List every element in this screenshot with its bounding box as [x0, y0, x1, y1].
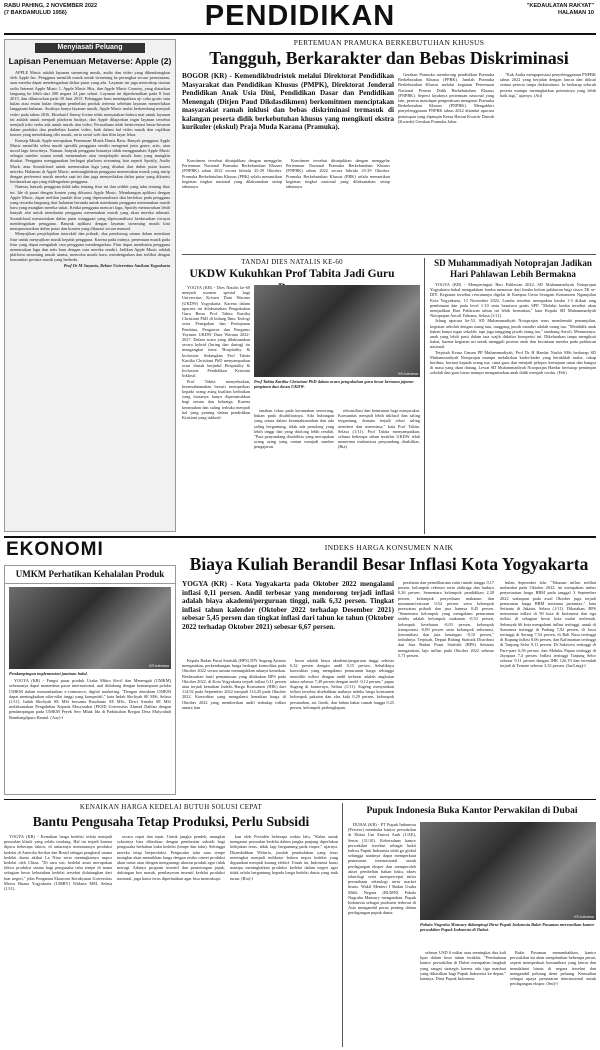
article-paragraph: sebesar USD 6 miliar atau meningkat dua kali lipat dalam lima tahun terakhir. "Pembukaan kantor perwakilan di Dubai merupakan langkah yang sangat strategis karena ada tiga manfaat yang dihasilkan bagi Pupuk Indonesia ke depan," katanya. Dirut Pupuk Indonesia: [420, 950, 506, 982]
ukdw-col3: [338, 408, 420, 533]
article-paragraph: peralatan dan pemeliharaan rutin rumah tangga 0,17 persen, kelompok rekreasi serta olahraga dan budaya 0,26 persen. Sementara kelompok pendidikan 2,28 persen, kelompok penyediaan makanan dan minuman/restoran 0,54 persen serta kelompok perawatan pribadi dan jasa lainnya 0,45 persen. "Sementara kelompok yang mengalami penurunan indeks adalah kelompok makanan -0,53 persen, kelompok kesehatan -0,03 persen, kelompok transportasi -0,89 persen serta kelompok informasi, komunikasi dan jasa keuangan -0,10 persen," imbuhnya. Terpisah, Deputi Bidang Statistik Distribusi dan Jasa Badan Pusat Statistik (BPS) Setianto mengatakan, laju inflasi pada Oktober 2022 sebesar 5,71 persen.: [398, 580, 494, 658]
column-divider: [424, 258, 425, 534]
edition-date: [4, 3, 97, 17]
opinion-title: Lapisan Penemuan Metaverse: Apple (2): [8, 56, 172, 66]
pramuka-lead: BOGOR (KR) - Kemendikbudristek melalui Direktorat Pendidikan Masyarakat dan Pendidikan Khusus (PMPK), Direktorat Jenderal Pendidikan Anak Usia Dini, Pendidikan Dasar dan Pendidikan Menengah (Ditjen Paud Dikdasdikmen) berkomitmen menciptakan masyarakat ramah inklusi dan bebas diskriminasi termasuk di kalangan peserta didik berkebutuhan khusus yang mengikuti ekstra kurikuler (ekskul) Praja Muda Karana (Pramuka).: [182, 72, 394, 131]
subsidi-col1: [4, 834, 112, 1046]
article-paragraph: bulan September lalu. "Tekanan inflasi terlihat melambat pada Oktober 2022, ini merupakan imbas penyesuaian harga BBM pada tanggal 3 September 2022 walaupun pada awal Oktober juga terjadi penurunan harga BBM terutama pertamax," kata Setianto di Jakarta, Selasa (1/11). Dikatakan, BPS memantau inflasi di 90 kota di Indonesia dan tiga inflasi di sebagian besar kota mulai melemah. Sebanyak 66 kota mengalami inflasi tertinggi, untuk di Sumatera tertinggi di Padang 7,92 persen, di Jawa tertinggi di Serang 7,54 persen, di Bali Nusa tertinggi di Kupang inflasi 8,06 persen, dan Kalimantan tertinggi di Tanjung Selor 9,11 persen. Di Sulawesi tertinggi di Pare-pare 6,56 persen, dan Maluku Papua tertinggi di Jayapura 7,4 persen. Inflasi tertinggi Tanjung Selor sebesar 9,11 persen dengan IHK 120,19 dan terendah terjadi di Ternate sebesar 3,32 persen. (Ira/Lmg)-f: [500, 580, 596, 669]
article-paragraph: DUBAI (KR) - PT Pupuk Indonesia (Persero) membuka kantor perwakilan di Dubai Uni Emirat Arab (UAE), Senin (31/10). Keberadaan kantor perwakilan tersebut sebagai bukti bahwa Pupuk Indonesia telah go global sehingga nantinya dapat memperkuat pemasaran internasional untuk perdagangan ekspor dan memperoleh akses pembelian bahan baku, akses teknologi serta mempercepat mitra perusahaan teknologi serta market bisnis. Wakil Menteri I Badan Usaha Milik Negara (BUMN) Pahala Nugraha Mansury mengatakan, Pupuk Indonesia sebagai produsen terbesar di Asia mengambil peran penting dalam perdagangan pupuk dunia.: [348, 822, 416, 916]
umkm-photo: [9, 587, 171, 669]
pupuk-headline: Pupuk Indonesia Buka Kantor Perwakilan di Dubai: [366, 806, 578, 816]
inflasi-headline: Biaya Kuliah Berandil Besar Inflasi Kota Yogyakarta: [189, 554, 589, 574]
umkm-photo-caption: Pendampingan implementasi jaminan halal.: [9, 671, 88, 676]
pramuka-col3: [500, 72, 596, 250]
umkm-body: [5, 678, 175, 720]
pupuk-col3: [510, 950, 596, 1046]
header-rule: [4, 33, 596, 35]
ukdw-col2: [254, 408, 334, 533]
article-paragraph: YOGYA (KR) - Dies Natalis ke-60 menjadi momen spesial bagi Universitas Kristen Duta Wacana (UKDW) Yogyakarta. Karena dalam upacara ini dilaksanakan Pengukuhan Guru Besar Prof Tabita Kartika Christiani PhD di bidang Ilmu Teologi serta Penegakan dan Peninjauan Pembina, Pengawas dan Pengurus Yayasan UKDW Duta Wacana 2022-2027. Dalam acara yang dilaksanakan secara hybrid (luring dan daring) itu mengangkat tema 'Hospitality & Inclusion: Sedangkan Prof Tabita Kartika Christiani PhD menyampaikan orasi ilmiah berjudul Hospitality & Inclusion: Pendidikan Kristiani Inklusif.: [182, 285, 250, 379]
inflasi-col1: [182, 658, 286, 796]
opinion-paragraph: APPLE Music adalah layanan streaming musik, audio dan video yang dikembangkan oleh Apple Inc. Pengguna memilih musik untuk streaming ke perangkat secara permintaan, atau mereka dapat mendengarkan daftar putar yang ada. Layanan ini juga mencakup stasiun radio Internet Apple Music 1, Apple Music Hits, dan Apple Music Country, yang disiarkan langsung ke lebih dari 200 negara 24 jam sehari. Layanan ini diperkenalkan pada 8 Juni 2015, dan diluncurkan pada 30 Juni 2015. Pelanggan baru mendapatkan uji coba gratis satu bulan atau enam bulan dengan pembelian produk tertentu sebelum layanan memerlukan langganan bulanan. Awalnya hanya layanan musik, Apple Music mulai berkembang menjadi video pada tahun 2016. Eksekutif Jimmy Iovine telah menyatakan bahwa niat untuk layanan ini adalah untuk menjadi platform budaya, dan Apple dilaporkan ingin layanan tersebut menjadi toko serba ada untuk musik dan video. Perusahaan telah berinvestasi besar-besaran dalam produksi dan pembelian konten video, baik dalam hal video musik dan cuplikan konser yang mendukung rilis musik, serta serial web dan film layar lebar.: [10, 70, 170, 138]
opinion-author: Prof Dr M Suyanto, Rektor Universitas Amikom Yogyakarta: [63, 262, 170, 268]
article-paragraph: Jelang upacara ke-53, SD Muhammadiyah Notoprajan terus membenahi penampilan, kegiatan sekolah dengan ruang tata, tanggung jawab mandiri adalah orang tua. "Mendidik anak bukan hanya tugas sekolah, tapi juga tanggung jawab orang tua," sambung Aerofi. Menurutnya, anak yang lebih pasti dalam tata wajib didaftar kompetisi ini. Dikeluarkan tanpa mengikuti bakat, karena kegiatan ini untuk menggali potensi anak dan kecintaan mereka pada pahlawan nasional.: [430, 318, 596, 350]
opinion-body: [5, 67, 175, 268]
opinion-label: Menyiasati Peluang: [35, 43, 145, 53]
photo-credit: KR-Istimewa: [574, 915, 594, 919]
divider: [182, 254, 596, 255]
article-paragraph: YOGYA (KR) - Kenaikan harga kedelai selalu menjadi persoalan klasik yang selalu terulang. Hal itu terjadi karena dipicu beberapa faktor, di antaranya menurunnya produksi kedelai di Amerika Serikat dan Brasil sebagai penghasil utama kedelai dunia akibat La Nina serta meningkatnya impor kedelai oleh China. "Di satu sisi, kedelai amat merupakan faktor produksi utama bagi pengusaha tahu tempe di mana sebagian besar kebutuhan kedelai tersebut didatangkan dari luar negeri," jelas Pengamat Ekonomi Kerakyatan Universitas Mercu Buana Yogyakarta (UMBY) Widarta MM, Selasa (1/11).: [4, 834, 112, 892]
pramuka-kicker: PERTEMUAN PRAMUKA BERKEBUTUHAN KHUSUS: [293, 38, 485, 47]
ukdw-photo-caption: Prof Tabita Kartika Christiani PhD dalam acara pengukuhan guru besar bersama jajaran pimpinan dan dosen UKDW.: [254, 379, 414, 390]
column-divider: [342, 803, 343, 1047]
pramuka-col2: [398, 72, 494, 250]
opinion-paragraph: Menyajikan penjelajahan interaktif dan pribadi, dua pendorong utama dalam membuat fitur untuk menyajikan musik kepada pengguna. Karena pada intinya, penemuan musik pada fitur yang dapat mengubah cara pengguna mendengarkan. Fitur dapat membantu pengguna menemukan lagu dan artis baru dengan cara mereka sendiri. Jadikan Apple Music adalah platform streaming musik utama, mencoba musik baru, mendengarkan dan terlibat dengan komunitas pecinta musik yang berbeda.: [10, 231, 170, 263]
opinion-box: [4, 39, 176, 532]
article-paragraph: Terpisah Ketua Umum PP Muhammadiyah, Prof Dr H Haedar Nashir MSi berharap SD Muhammadiyah Notoprajan mampu melahirkan kader-kader yang berakhlak mulia, cakap berilmu, hormat kepada orang tua, cinta guru dan menjadi pelopor kemajuan umat dan bangsa di masa yang akan datang. Lewat SD Muhammadiyah Notoprajan Haedar berharap pemimpin sekolah dan guru harus mampu mengantarkan anak didik menjadi cerdas. (Feb): [430, 349, 596, 376]
section-masthead: PENDIDIKAN: [204, 0, 396, 32]
article-paragraph: Bakir Pasaman menambahkan, kantor perwakilan ini akan menjalankan beberapa peran, seperti memperkuat komunikasi yang lancar dan mendalami bisnis di negara tersebut dan mengambil peluang demi peluang. Kemudian sebagai upaya pemasaran internasional untuk perdagangan ekspor. (Sni)-f: [510, 950, 596, 987]
subsidi-headline: Bantu Pengusaha Tetap Produksi, Perlu Subsidi: [32, 814, 310, 829]
article-paragraph: kan oleh Presiden beberapa waktu lalu. "Kalau untuk mengatasi persoalan kedelai dalam jangka panjang diperlukan kebijakan terus, tidak lagi bergantung pada impor," ujarnya. Ditambahkan Widarta, jumlah pendudukan yang terus meningkat menjadi indikator bahwa impor kedelai yang digunakan menjadi kurang efektif. Untuk itu, Indonesia harus mampu meningkatkan produksi kedelai dalam negeri agar tidak selalu bergantung kepada harga kedelai dunia yang naik turun. (Ria)-f: [230, 834, 338, 881]
pramuka-col1b: [286, 158, 390, 250]
ukdw-headline: UKDW Kukuhkan Prof Tabita Jadi Guru: [189, 268, 395, 280]
article-paragraph: secara cepat dan tepat. Untuk jangka pendek, mungkin solusinya bisa diberikan dengan pemberian subsidi bagi pengusaha berbahan baku kedelai (tempe dan tahu). Sehingga mereka tetap berproduksi. Pengusaha tahu atau tempe mungkin akan menaikkan harga dengan resiko omset produksi akan turun atau dengan mengurangi ukuran produk agar tidak merugi. Adanya program insentif dan pemotongan pajak, dukungan bea masuk, pembayaran insentif kedelai produksi nasional, juga harus terus diperhatikan agar bisa mencukupi.: [117, 834, 225, 881]
inflasi-lead: YOGYA (KR) - Kota Yogyakarta pada Oktober 2022 mengalami inflasi 0,11 persen. Andil terbesar yang mendorong terjadi inflasi adalah biaya akademi/perguruan tinggi, naik 6,32 persen. Tingkat inflasi tahun kalender (Oktober 2022 terhadap Desember 2021) sebesar 5,45 persen dan tingkat inflasi dari tahun ke tahun (Oktober 2022 terhadap Oktober 2021) sebesar 6,67 persen.: [182, 580, 394, 631]
page-number: HALAMAN 10: [557, 10, 594, 16]
ukdw-col1: [182, 285, 250, 533]
subsidi-col2: [117, 834, 225, 1046]
pupuk-col2: [420, 950, 506, 1046]
javanese-date-line: (7 BAKDAMULUD 1956): [4, 10, 67, 16]
article-paragraph: Gerakan Pramuka mendorong pendidikan Pramuka Berkebutuhan Khusus (PPBK). Jumlah Pramuka Berkebutuhan Khusus melalui kegiatan Pertemuan Nasional Peserta Didik Berkebutuhan Khusus (PNPBK). Seperti layaknya pertemuan nasional yang lain, peserta mendapat pengetahuan mengenai Pramuka Berkebutuhan Khusus (PNPBK). Mengakhiri penyelenggaraan PNPBK tahun 2022 ditandai upacara penutupan yang dipimpin Ketua Harian Kwartir Daerah (Kwarda) Gerakan Pramuka Jabar.: [398, 72, 494, 124]
article-paragraph: besar adalah biaya akademi/perguruan tinggi sebesar 6,32 persen dengan andil 0,15 persen. Sebaliknya komoditas yang mengalami penurunan harga sehingga memiliki inflasi dengan andil terbesar adalah angkutan udara sebesar 7,49 persen dengan andil -0,12 persen," papar Sugeng di kantornya, Selasa (1/11). Sugeng menyatakan inflasi tersebut disebabkan naiknya indeks harga konsumen kelompok pakaian dan alas kaki 0,29 persen, kelompok perumahan, air, listrik, dan bahan bakar rumah tangga 0,25 persen, kelompok perlengkapan,: [290, 658, 394, 710]
ukdw-kicker: TANDAI DIES NATALIS KE-60: [241, 258, 343, 266]
sd-headline: SD Muhammadiyah Notoprajan Jadikan Hari Pahlawan Lebih Bermakna: [434, 258, 592, 279]
pupuk-col1: [348, 822, 416, 1046]
pupuk-photo: [420, 822, 596, 920]
sd-body: [430, 282, 596, 534]
date-line: RABU PAHING, 2 NOVEMBER 2022: [4, 3, 98, 9]
pramuka-headline: Tangguh, Berkarakter dan Bebas Diskriminasi: [209, 48, 569, 68]
umkm-headline: UMKM Perhatikan Kehalalan Produk: [5, 566, 175, 584]
article-paragraph: tanahan fokus pada keramahan seseorang, bukan pada disabilitasnya. Ada hubungan yang setara dalam keramahtamahan dan ada saling bergantung, tidak ada penolong yang lebih tinggi dan yang ditolong lebih rendah. "Para penyandang disabilitas yang merupakan orang asing yang rentan menjadi sumber pengajaran.: [254, 408, 334, 450]
inflasi-col3: [398, 580, 494, 796]
opinion-paragraph: Konsep Musik Apple merupakan Penemuan Musik Dunia Baru. Banyak pengguna Apple Music memiliki selera musik spesifik pengguna sendiri mengenai jenis genre, artis, atau mood lagu favoritnya. Namun, banyak pengguna biasanya tidak menggunakan Apple Music sebagai sumber utama untuk menemukan atau menjelajahi musik baru yang mungkin disukai. Pengguna menggunakan berbagai platform streaming lain seperti Spotify, Audio Mack, atau Soundcloud untuk menemukan lagu yang disukai dari daftar putar kurasi mereka. Halaman di Apple Music, memungkinkan pengguna menemukan musik yang mirip dengan preferensi musik mereka saat ini dan juga menyediakan daftar putar yang dikurasi berdasarkan apa yang didengarkan pengguna.: [10, 137, 170, 185]
photo-credit: KR-Istimewa: [398, 372, 418, 376]
ukdw-photo: [254, 285, 420, 377]
article-paragraph: Prof Tabita menyebutkan, keramahtamahan berarti memperluas kepada orang asing kualitas keibaikan yang biasanya hanya diperuntukkan bagi teman dan keluarga. Karena keramahan dan saling terbuka menjadi hal yang penting dalam pendidikan Kristiani yang inklusif.: [182, 378, 250, 421]
article-paragraph: "Kak Atalia mengapresiasi penyelenggaraan PNPBK tahun 2022 yang berjalan dengan lancar dan diikuti semua peserta tanpa diskriminasi. Ia berharap seluruh peserta mampu meningkatkan potensinya yang lebih baik lagi," ujarnya. (Ati): [500, 72, 596, 98]
article-paragraph: YOGYA (KR) - Memperingati Hari Pahlawan 2022, SD Muhammadiyah Notoprajan Yogyakarta bakal mengadakan lomba menawar dari lomba kolom pahlawan bagi siswa TK se-DIY. Kegiatan tersebut rencananya digelar di Kampus Umia Seragam Kemantren Ngampilan Kota Yogyakarta, 13 November 2022. Lomba tersebut merupakan lomba 1-3 diikuti tang pembinaan dan pada level 1-10 serta beasiswa gratis SPP. "Melalui lomba tersebut akan menjadikan Hari Pahlawan tahun ini lebih bermakna," kata Kepala SD Muhammadiyah Notoprajan Aerofi Yahoma, Selasa (1/11).: [430, 282, 596, 319]
inflasi-kicker: INDEKS HARGA KONSUMEN NAIK: [324, 543, 454, 552]
subsidi-kicker: KENAIKAN HARGA KEDELAI BUTUH SOLUSI CEPAT: [79, 803, 263, 811]
pupuk-photo-caption: Pahala Nugraha Mansury didampingi Dirut Pupuk Indonesia Bakir Pasaman meresmikan kantor perwakilan Pupuk Indonesia di Dubai.: [420, 922, 595, 933]
pramuka-col1: [182, 158, 282, 250]
page-info: [527, 3, 594, 17]
umkm-box: [4, 565, 176, 795]
article-paragraph: YOGYA (KR) - Fungsi pasar produk Usaha Mikro Kecil dan Menengah (UMKM) sebenarnya dapat menembus pasar internasional, asal didukung dengan kemampuan pelaku UMKM dalam memanfaatkan e-commerce, digital marketing. "Dengan demikian UMKM dapat meningkatkan nilai-nilai tinggi yang kompetitif," kata Indah Shofiyah SE MSi, Selasa (1/11). Indah Shofiyah SE MSi bersama Rusdianto SE MSc, Dewi Amalia SE MSi melaksanakan Pengabdian Kepada Masyarakat (PKM) Universitas Ahmad Dahlan dengan pendampingan pada UMKM Peyek Serr Mbak Ida di Padukuhan Bregan Desa Mulyodadi Bambanglipuro Bantul. (Aay)-f: [9, 678, 171, 720]
subsidi-col3: [230, 834, 338, 1046]
ekonomi-section-title: EKONOMI: [6, 539, 104, 560]
photo-credit: KR-Istimewa: [149, 664, 169, 668]
paper-name: "KEDAULATAN RAKYAT": [526, 3, 594, 9]
inflasi-col4: [500, 580, 596, 796]
opinion-paragraph: Namun, banyak pengguna tidak tahu tentang fitur ini dan sedikit yang tahu tentang fitur ini. Ide di pusat dengan konten yang dikurasi Apple Music. Membangun aplikasi dengan Apple Music, dapat melihat jumlah fitur yang dipersonalisasi dan berfokus pada pengguna yang tersedia langsung dari halaman beranda untuk membantu pengguna menemukan musik baru yang mungkin mereka sukai. Ketika pengguna mencari lagu, Spotify menawarkan lebih banyak alat untuk membantu pengguna menemukan musik yang akan mereka nikmati. Soundcloud menawarkan daftar putar mingguan yang dipersonalisasi berdasarkan riwayat mendengarkan pengguna. Banyak aplikasi dengan layanan streaming musik kini mempromosikan daftar putar dan konten yang dikurasi secara manual.: [10, 184, 170, 232]
article-paragraph: Komitmen tersebut ditunjukkan dengan menggelar Pertemuan Nasional Pramuka Berkebutuhan Khusus (PNPBK) tahun 2022 secara hibrida 25-29 Oktober. Pramuka Berkebutuhan Khusus (PBK) selalu menantikan kegiatan tingkat nasional yang dilaksanakan setiap tahunnya.: [286, 158, 390, 190]
article-paragraph: Komitmen tersebut ditunjukkan dengan menggelar Pertemuan Nasional Pramuka Berkebutuhan Khusus (PNPBK) tahun 2022 secara hibrida 25-29 Oktober. Pramuka Berkebutuhan Khusus (PBK) selalu menantikan kegiatan tingkat nasional yang dilaksanakan setiap tahunnya.: [182, 158, 282, 190]
divider: [4, 799, 596, 800]
article-paragraph: rekonsiliasi dan keintiman bagi masyarakat. Komunitas menjadi lebih inklusif dan saling tergantung, dimana terjadi relasi saling memberi dan menerima," kata Prof Tabita. Selasa (1/11). Prof Tabita menyampaikan, selama beberapa tahun terakhir UKDW telah menerima mahasiswa penyandang disabilitas. (Ria): [338, 408, 420, 450]
article-paragraph: Kepala Badan Pusat Statistik (BPS) DIY Sugeng Arianto mengatakan, perkembangan harga berbagai komoditas pada Oktober 2022 secara umum menunjukkan adanya kenaikan. Berdasarkan hasil pemantauan yang dilakukan BPS pada Oktober 2022, di Kota Yogyakarta terjadi inflasi 0,11 persen atau terjadi kenaikan Indeks Harga Konsumen (IHK) dari 114,92 pada September 2022 menjadi 114,45 pada Oktober 2022. Komoditas yang mengalami kenaikan harga di Oktober 2022 yang memberikan andil terhadap inflasi antara lain: [182, 658, 286, 710]
inflasi-col2: [290, 658, 394, 796]
